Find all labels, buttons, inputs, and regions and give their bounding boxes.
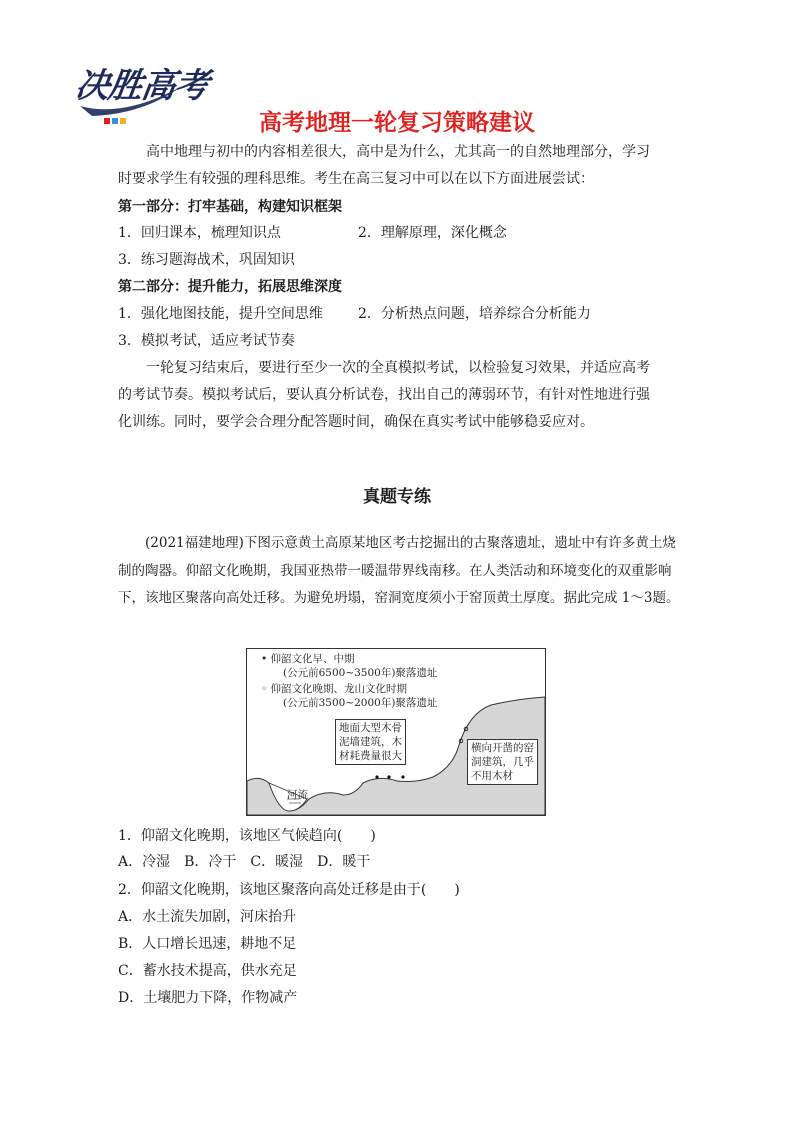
para-line-3: 化训练。同时，要学会合理分配答题时间，确保在真实考试中能够稳妥应对。	[118, 414, 594, 430]
logo-text: 决胜高考	[72, 66, 211, 106]
early-settlement-dot-2	[387, 775, 390, 778]
q2-option-b: B．人口增长迅速，耕地不足	[118, 936, 297, 952]
part1-heading: 第一部分：打牢基础，构建知识框架	[118, 199, 342, 215]
intro-line-2: 时要求学生有较强的理科思维。考生在高三复习中可以在以下方面进展尝试：	[118, 171, 594, 187]
q2-option-a: A．水土流失加剧，河床抬升	[118, 909, 297, 925]
part1-item-2: 2．理解原理，深化概念	[358, 225, 507, 241]
legend-early: • 仰韶文化早、中期	[261, 653, 355, 665]
box-cave-line-2: 洞建筑，几乎	[471, 756, 534, 768]
para-line-1: 一轮复习结束后，要进行至少一次的全真模拟考试，以检验复习效果，并适应高考	[146, 360, 650, 376]
early-settlement-dot-1	[375, 775, 378, 778]
part2-item-2: 2．分析热点问题，培养综合分析能力	[358, 306, 591, 322]
box-cave-line-3: 不用木材	[471, 770, 513, 782]
part2-item-3: 3．模拟考试，适应考试节奏	[118, 333, 295, 349]
intro-line-1: 高中地理与初中的内容相差很大，高中是为什么，尤其高一的自然地理部分，学习	[146, 144, 650, 160]
q2-option-c: C．蓄水技术提高，供水充足	[118, 963, 297, 979]
legend-early-dates: (公元前6500~3500年)聚落遗址	[283, 667, 438, 679]
page-title: 高考地理一轮复习策略建议	[259, 110, 535, 136]
box-cave-line-1: 横向开凿的窑	[471, 742, 534, 754]
legend-late: ◦ 仰韶文化晚期、龙山文化时期	[261, 683, 408, 695]
box-wood-line-3: 材耗费量很大	[339, 750, 402, 762]
q1-stem: 1．仰韶文化晚期，该地区气候趋向( )	[118, 828, 376, 844]
river-label: 河流	[287, 789, 308, 801]
box-wood-line-2: 泥墙建筑，木	[339, 736, 402, 748]
box-cave-dwelling	[467, 739, 538, 785]
early-settlement-dot-3	[401, 775, 404, 778]
question-intro: (2021福建地理)下图示意黄土高原某地区考古挖掘出的古聚落遗址，遗址中有许多黄土烧制的陶器。仰韶文化晚期，我国亚热带一暖温带界线南移。在人类活动和环境变化的双重影响下，该地区聚落向高处迁移。为避免坍塌，窑洞宽度须小于窑顶黄土厚度。据此完成 1～3题。	[118, 535, 680, 606]
settlement-diagram	[246, 648, 546, 816]
q1-options: A．冷湿 B．冷干 C．暖湿 D．暖干	[118, 854, 371, 870]
part2-heading: 第二部分：提升能力，拓展思维深度	[118, 279, 342, 295]
part2-item-1: 1．强化地图技能，提升空间思维	[118, 306, 323, 322]
q2-stem: 2．仰韶文化晚期，该地区聚落向高处迁移是由于( )	[118, 882, 460, 898]
section-title: 真题专练	[363, 487, 431, 507]
part1-item-3: 3．练习题海战术，巩固知识	[118, 252, 295, 268]
para-line-2: 的考试节奏。模拟考试后，要认真分析试卷，找出自己的薄弱环节，有针对性地进行强	[118, 387, 650, 403]
q2-option-d: D．土壤肥力下降，作物减产	[118, 990, 298, 1006]
box-wood-building	[335, 719, 406, 765]
legend-late-dates: (公元前3500~2000年)聚落遗址	[283, 697, 438, 709]
box-wood-line-1: 地面大型木骨	[339, 722, 402, 734]
part1-item-1: 1．回归课本，梳理知识点	[118, 225, 281, 241]
